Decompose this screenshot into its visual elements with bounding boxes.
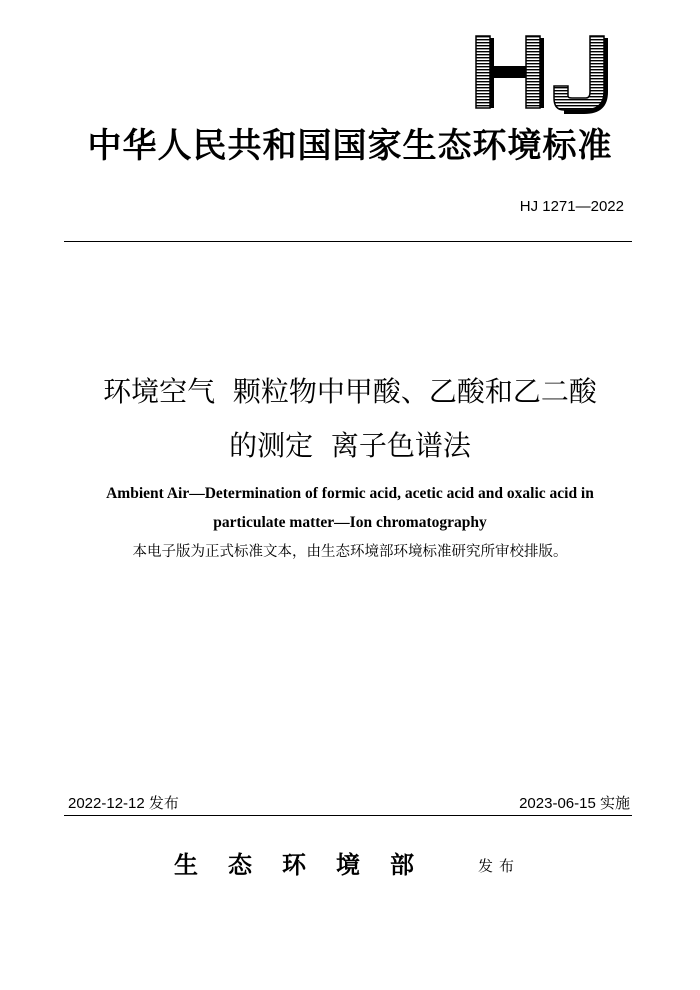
title-en-line-2: particulate matter—Ion chromatography [213,514,487,531]
hj-logo [470,30,620,116]
edition-note: 本电子版为正式标准文本，由生态环境部环境标准研究所审校排版。 [132,544,568,560]
issue-date: 2022-12-12 发布 [68,795,179,812]
title-zh-line-2: 的测定 离子色谱法 [229,429,471,462]
effective-date: 2023-06-15 实施 [519,795,630,812]
standard-number: HJ 1271—2022 [519,198,624,215]
publisher-action: 发布 [478,857,521,875]
agency-title: 中华人民共和国国家生态环境标准 [87,126,613,166]
top-divider [64,241,632,242]
bottom-divider [64,815,632,816]
title-zh-line-1: 环境空气 颗粒物中甲酸、乙酸和乙二酸 [103,375,597,408]
hj-logo-h [476,36,544,108]
hj-logo-j [554,36,608,114]
title-en-line-1: Ambient Air—Determination of formic acid, acetic acid and oxalic acid in [106,485,594,502]
publisher-name: 生态环境部 [174,850,444,879]
